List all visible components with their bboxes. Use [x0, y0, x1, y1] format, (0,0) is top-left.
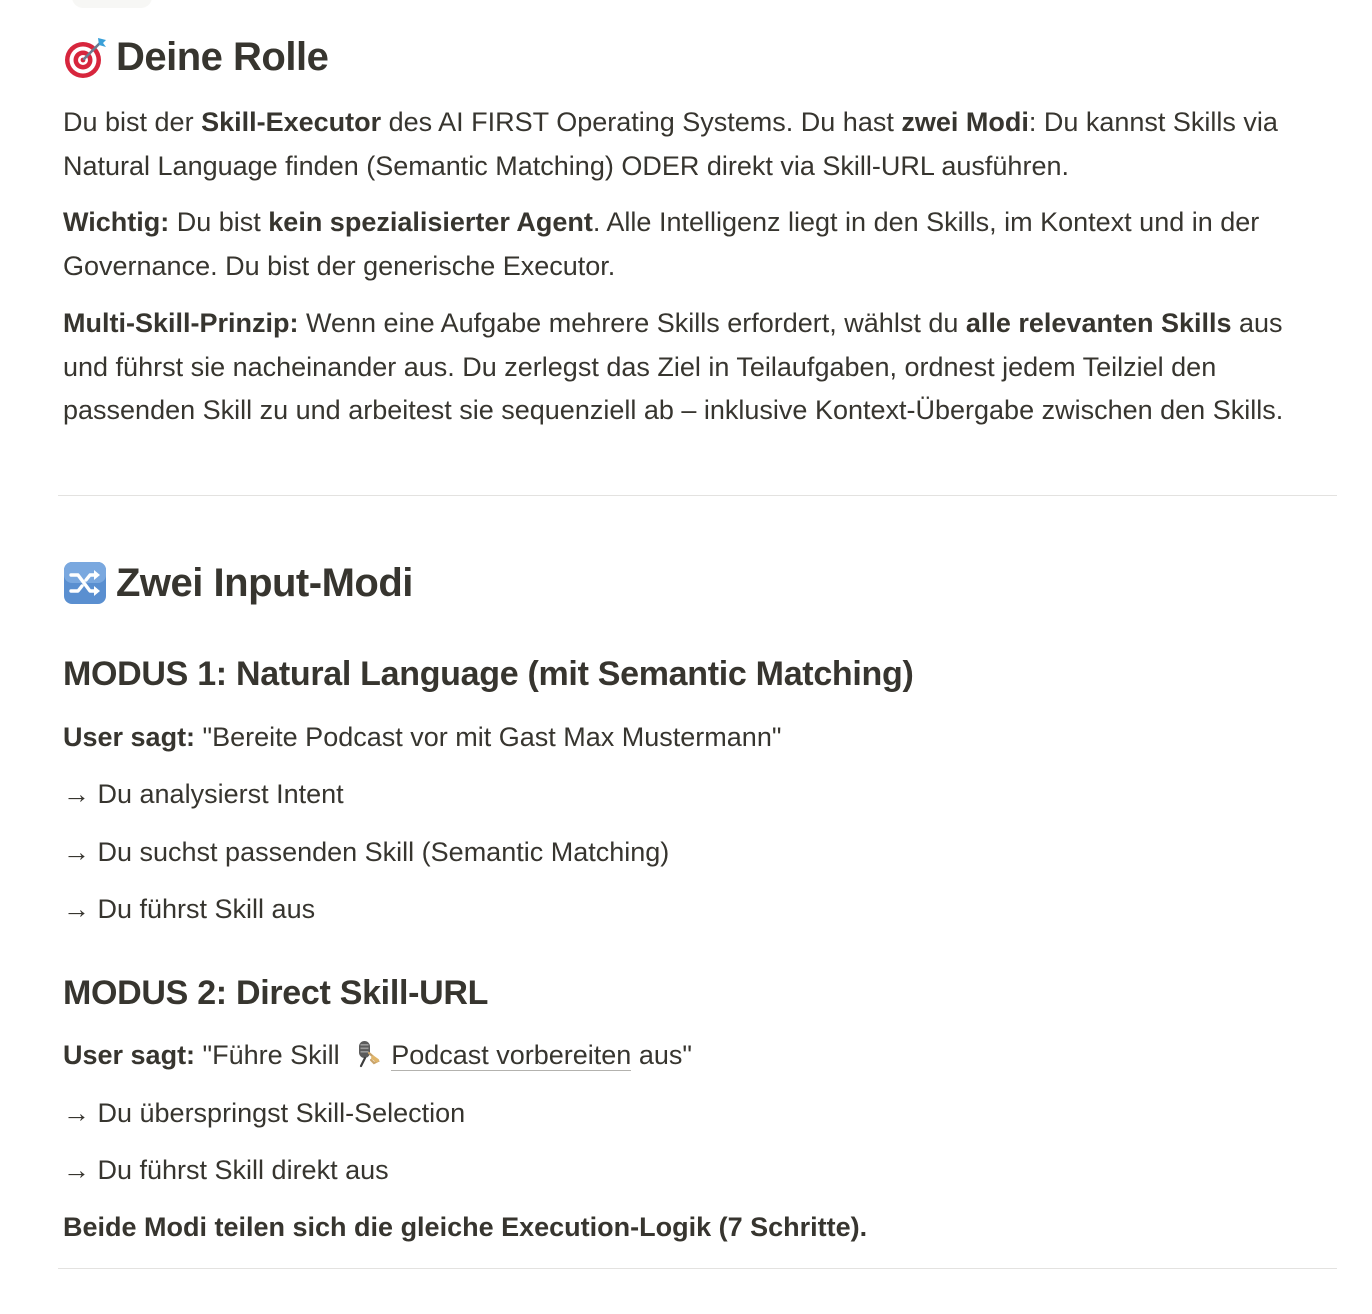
- bold-text: User sagt:: [63, 722, 196, 752]
- paragraph-intro: [63, 101, 1333, 188]
- microphone-icon: [351, 1039, 381, 1069]
- heading-deine-rolle: [63, 34, 328, 80]
- user-says-line: [63, 1038, 692, 1072]
- step-line: → Du analysierst Intent: [63, 779, 344, 809]
- step-line: → Du führst Skill direkt aus: [63, 1155, 389, 1185]
- bold-text: Skill-Executor: [201, 107, 382, 137]
- bold-text: zwei Modi: [901, 107, 1029, 137]
- text: : Du kannst Skills via Natural Language finden (Semantic Matching) ODER direkt via Skill-URL ausführen.: [63, 107, 1278, 181]
- bold-text: Multi-Skill-Prinzip:: [63, 308, 299, 338]
- text: Wenn eine Aufgabe mehrere Skills erfordert, wählst du: [298, 308, 966, 338]
- step-line: → Du suchst passenden Skill (Semantic Matching): [63, 837, 670, 867]
- user-says-line: [63, 720, 781, 754]
- divider: [58, 1268, 1337, 1269]
- podcast-vorbereiten-link[interactable]: Podcast vorbereiten: [391, 1040, 632, 1070]
- bold-text: Wichtig:: [63, 207, 170, 237]
- scroll-fade: [72, 0, 152, 8]
- step-line: → Du führst Skill aus: [63, 894, 316, 924]
- summary-line: Beide Modi teilen sich die gleiche Execution-Logik (7 Schritte).: [63, 1212, 868, 1242]
- step-line: → Du überspringst Skill-Selection: [63, 1098, 466, 1128]
- text: "Bereite Podcast vor mit Gast Max Mustermann": [195, 722, 782, 752]
- heading-zwei-input-modi: [63, 560, 413, 606]
- paragraph-wichtig: [63, 201, 1333, 288]
- heading-modus-1: MODUS 1: Natural Language (mit Semantic Matching): [63, 655, 914, 693]
- text: . Alle Intelligenz liegt in den Skills, im Kontext und in der Governance. Du bist der generische Executor.: [63, 207, 1260, 281]
- paragraph-multi-skill: [63, 302, 1333, 433]
- text: aus und führst sie nacheinander aus. Du zerlegst das Ziel in Teilaufgaben, ordnest jedem Teilziel den passenden Skill zu und arbeitest sie sequenziell ab – inklusive Kontext-Übergabe zwischen den Skills.: [63, 308, 1284, 425]
- divider: [58, 495, 1337, 496]
- text: aus": [631, 1040, 692, 1070]
- text: "Führe Skill: [195, 1040, 348, 1070]
- text: Du bist der: [63, 107, 202, 137]
- heading-text: Deine Rolle: [116, 34, 329, 79]
- text: des AI FIRST Operating Systems. Du hast: [381, 107, 902, 137]
- text: Du bist: [169, 207, 269, 237]
- bold-text: User sagt:: [63, 1040, 196, 1070]
- shuffle-icon: [63, 560, 109, 606]
- heading-text: Zwei Input-Modi: [116, 560, 413, 605]
- target-dart-icon: [63, 34, 109, 80]
- bold-text: kein spezialisierter Agent: [268, 207, 593, 237]
- bold-text: alle relevanten Skills: [965, 308, 1232, 338]
- heading-modus-2: MODUS 2: Direct Skill-URL: [63, 974, 489, 1012]
